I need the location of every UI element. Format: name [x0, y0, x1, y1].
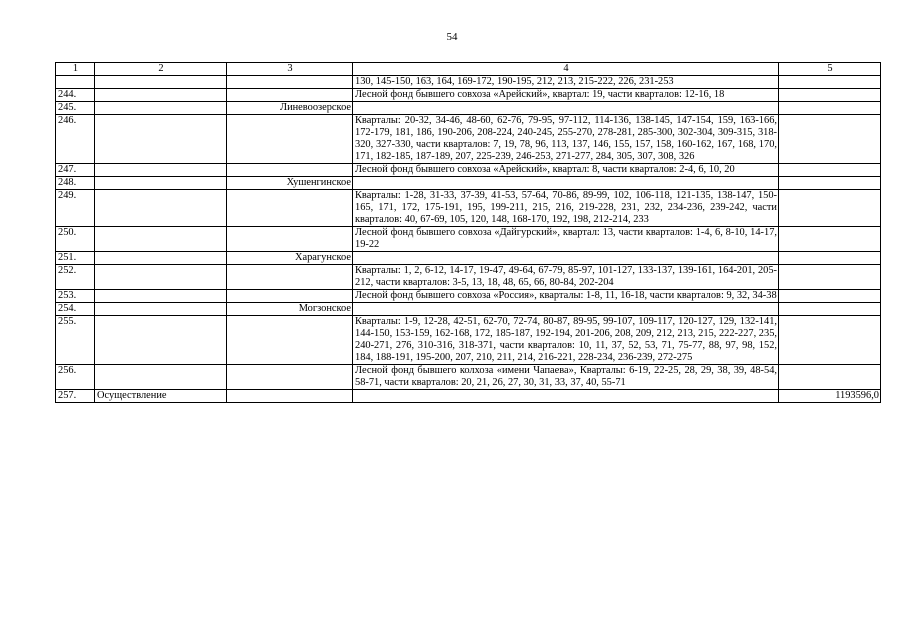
- table-row: [56, 390, 881, 403]
- table-cell-c3: Могзонское: [227, 303, 353, 316]
- column-header: 1: [56, 63, 95, 76]
- table-cell-c5: 1193596,0: [779, 390, 881, 403]
- table-cell-c4: Лесной фонд бывшего совхоза «Россия», кварталы: 1-8, 11, 16-18, части кварталов: 9, 32, 34-38: [353, 290, 779, 303]
- table-cell-c5: [779, 115, 881, 164]
- table-cell-c2: [95, 177, 227, 190]
- table-cell-c1: 255.: [56, 316, 95, 365]
- table-cell-c3: Харагунское: [227, 252, 353, 265]
- column-header: 4: [353, 63, 779, 76]
- table-cell-c5: [779, 190, 881, 227]
- table-cell-c1: 254.: [56, 303, 95, 316]
- table-cell-c2: [95, 164, 227, 177]
- table-cell-c2: [95, 316, 227, 365]
- column-header: 2: [95, 63, 227, 76]
- table-cell-c4: Кварталы: 20-32, 34-46, 48-60, 62-76, 79-95, 97-112, 114-136, 138-145, 147-154, 159, 163-166, 172-179, 181, 186, 190-206, 208-224, 240-245, 255-270, 278-281, 285-300, 302-304, 309-315, 318-320, 327-330, части кварталов: 7, 19, 78, 96, 113, 137, 146, 155, 157, 158, 160-162, 167, 168, 170, 171, 182-185, 187-189, 207, 225-239, 246-253, 271-277, 284, 305, 307, 308, 326: [353, 115, 779, 164]
- table-cell-c2: [95, 252, 227, 265]
- table-cell-c2: [95, 265, 227, 290]
- table-row: [56, 316, 881, 365]
- table-row: [56, 102, 881, 115]
- table-header-row: [56, 63, 881, 76]
- table-row: [56, 303, 881, 316]
- table-cell-c4: Кварталы: 1-28, 31-33, 37-39, 41-53, 57-64, 70-86, 89-99, 102, 106-118, 121-135, 138-147, 150-165, 171, 172, 175-191, 195, 199-211, 215, 216, 219-228, 231, 232, 234-236, 239-242, части кварталов: 40, 67-69, 105, 120, 148, 168-170, 192, 198, 212-214, 233: [353, 190, 779, 227]
- table-cell-c4: Кварталы: 1-9, 12-28, 42-51, 62-70, 72-74, 80-87, 89-95, 99-107, 109-117, 120-127, 129, 132-141, 144-150, 153-159, 162-168, 172, 185-187, 192-194, 201-206, 208, 209, 212, 213, 215, 222-227, 235, 240-271, 276, 310-316, 318-371, части кварталов: 10, 11, 37, 52, 53, 71, 75-77, 88, 97, 98, 152, 184, 188-191, 195-200, 207, 210, 211, 214, 216-221, 228-234, 236-239, 272-275: [353, 316, 779, 365]
- table-row: [56, 164, 881, 177]
- table-cell-c4: Лесной фонд бывшего совхоза «Арейский», квартал: 8, части кварталов: 2-4, 6, 10, 20: [353, 164, 779, 177]
- table-cell-c2: [95, 190, 227, 227]
- table-cell-c5: [779, 164, 881, 177]
- table-row: [56, 290, 881, 303]
- table-cell-c2: [95, 365, 227, 390]
- table-cell-c4: Лесной фонд бывшего колхоза «имени Чапаева», Кварталы: 6-19, 22-25, 28, 29, 38, 39, 48-54, 58-71, части кварталов: 20, 21, 26, 27, 30, 31, 33, 37, 40, 55-71: [353, 365, 779, 390]
- table-cell-c1: 245.: [56, 102, 95, 115]
- table-cell-c4: Кварталы: 1, 2, 6-12, 14-17, 19-47, 49-64, 67-79, 85-97, 101-127, 133-137, 139-161, 164-201, 205-212, части кварталов: 3-5, 13, 18, 48, 65, 66, 80-84, 202-204: [353, 265, 779, 290]
- table-cell-c2: [95, 227, 227, 252]
- table-row: [56, 227, 881, 252]
- table-row: [56, 115, 881, 164]
- table-row: [56, 252, 881, 265]
- table-cell-c4: [353, 252, 779, 265]
- table-cell-c3: Линевоозерское: [227, 102, 353, 115]
- table-row: [56, 365, 881, 390]
- table-cell-c5: [779, 102, 881, 115]
- table-cell-c5: [779, 365, 881, 390]
- table-cell-c4: Лесной фонд бывшего совхоза «Арейский», квартал: 19, части кварталов: 12-16, 18: [353, 89, 779, 102]
- column-header: 5: [779, 63, 881, 76]
- table-cell-c1: 249.: [56, 190, 95, 227]
- table-cell-c1: 246.: [56, 115, 95, 164]
- table-cell-c3: [227, 265, 353, 290]
- table-cell-c5: [779, 227, 881, 252]
- table-cell-c4: Лесной фонд бывшего совхоза «Дайгурский», квартал: 13, части кварталов: 1-4, 6, 8-10, 14-17, 19-22: [353, 227, 779, 252]
- table-row: [56, 177, 881, 190]
- table-cell-c2: [95, 303, 227, 316]
- table-cell-c2: [95, 115, 227, 164]
- table-cell-c3: [227, 290, 353, 303]
- table-cell-c1: 256.: [56, 365, 95, 390]
- table-cell-c2: [95, 290, 227, 303]
- table-cell-c1: 248.: [56, 177, 95, 190]
- table-row: [56, 190, 881, 227]
- table-cell-c3: [227, 390, 353, 403]
- table-cell-c2: [95, 89, 227, 102]
- table-cell-c3: Хушенгинское: [227, 177, 353, 190]
- table-cell-c1: 257.: [56, 390, 95, 403]
- table-cell-c4: [353, 102, 779, 115]
- table-cell-c5: [779, 177, 881, 190]
- table-cell-c3: [227, 365, 353, 390]
- table-cell-c5: [779, 252, 881, 265]
- table-cell-c3: [227, 227, 353, 252]
- table-cell-c1: 252.: [56, 265, 95, 290]
- page-number: 54: [446, 31, 458, 43]
- table-cell-c3: [227, 89, 353, 102]
- table-cell-c4: [353, 390, 779, 403]
- table-cell-c1: 251.: [56, 252, 95, 265]
- table-cell-c5: [779, 316, 881, 365]
- table-cell-c3: [227, 76, 353, 89]
- table-cell-c3: [227, 115, 353, 164]
- table-cell-c5: [779, 265, 881, 290]
- table-cell-c3: [227, 164, 353, 177]
- table-cell-c4: [353, 303, 779, 316]
- table-row: [56, 265, 881, 290]
- table-cell-c5: [779, 76, 881, 89]
- table-cell-c5: [779, 290, 881, 303]
- table-cell-c1: 250.: [56, 227, 95, 252]
- table-cell-c1: 253.: [56, 290, 95, 303]
- document-table: [55, 62, 881, 403]
- table-cell-c2: [95, 76, 227, 89]
- table-cell-c3: [227, 316, 353, 365]
- table-cell-c5: [779, 89, 881, 102]
- table-row: [56, 89, 881, 102]
- table-cell-c4: 130, 145-150, 163, 164, 169-172, 190-195, 212, 213, 215-222, 226, 231-253: [353, 76, 779, 89]
- table-cell-c2: [95, 102, 227, 115]
- table-cell-c1: [56, 76, 95, 89]
- table-row: [56, 76, 881, 89]
- table-cell-c1: 247.: [56, 164, 95, 177]
- table-cell-c5: [779, 303, 881, 316]
- table-cell-c2: Осуществление: [95, 390, 227, 403]
- column-header: 3: [227, 63, 353, 76]
- table-cell-c4: [353, 177, 779, 190]
- table-cell-c1: 244.: [56, 89, 95, 102]
- table-cell-c3: [227, 190, 353, 227]
